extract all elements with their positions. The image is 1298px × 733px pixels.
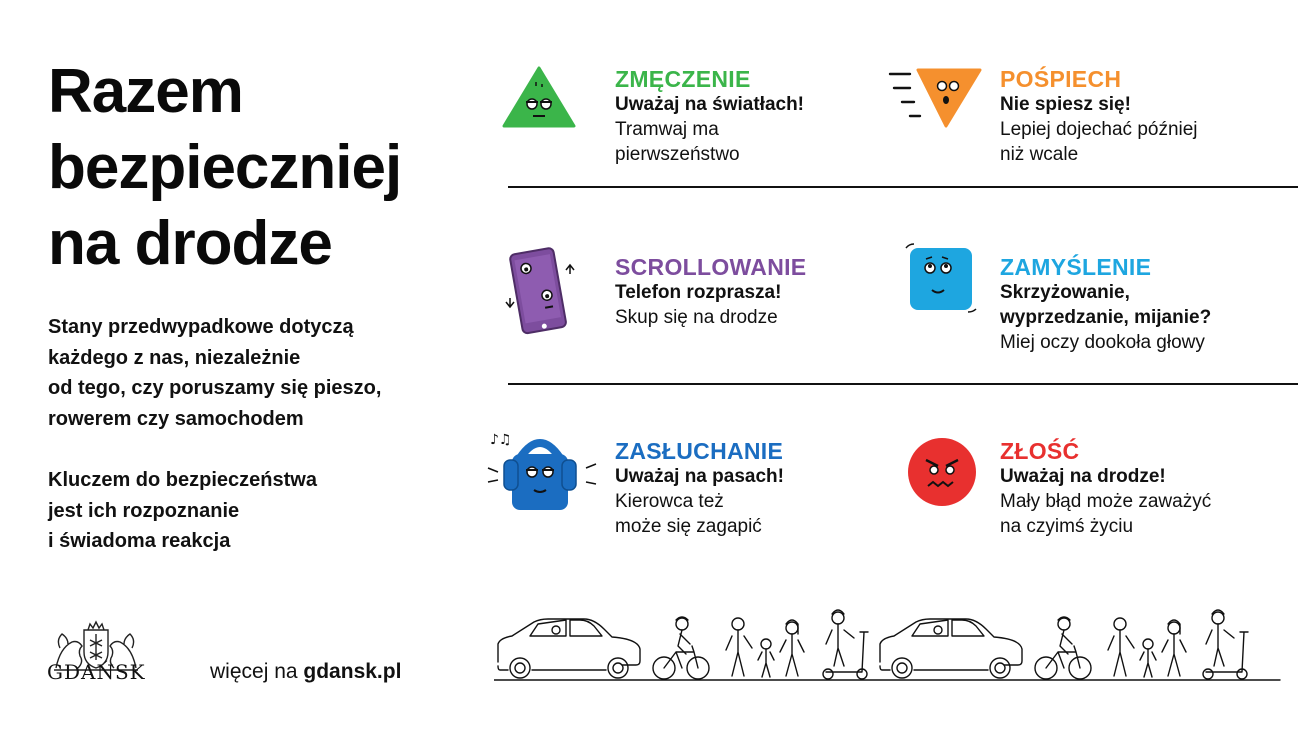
purple-phone-face-icon [502, 244, 582, 336]
card-pospiech [1000, 66, 1298, 167]
card-body-line: Skup się na drodze [615, 307, 778, 328]
card-body-line: Mały błąd może zaważyć [1000, 491, 1212, 512]
cyclist-icon [653, 617, 709, 679]
row-divider [508, 383, 1298, 385]
card-zlosc [1000, 438, 1298, 539]
card-body-line: pierwszeństwo [615, 144, 740, 165]
card-body-line: może się zagapić [615, 516, 762, 537]
car-icon [498, 619, 640, 678]
card-body-line: Miej oczy dookoła głowy [1000, 332, 1205, 353]
card-zamyslenie [1000, 254, 1298, 355]
title-line: bezpieczniej [48, 133, 402, 202]
intro-line: Stany przedwypadkowe dotyczą [48, 316, 354, 338]
card-category: POŚPIECH [1000, 66, 1122, 92]
card-category: SCROLLOWANIE [615, 254, 807, 280]
orange-triangle-rushing-face-icon [888, 62, 984, 130]
card-body-line: Lepiej dojechać później [1000, 119, 1198, 140]
key-message [48, 465, 468, 557]
card-category: ZMĘCZENIE [615, 66, 751, 92]
card-headline: Uważaj na światłach! [615, 94, 805, 115]
card-body-line: Kierowca też [615, 491, 724, 512]
intro-line: każdego z nas, niezależnie [48, 346, 301, 369]
card-body-line: na czyimś życiu [1000, 516, 1134, 537]
card-body-line: niż wcale [1000, 144, 1079, 165]
road-users-illustration [494, 604, 1284, 684]
card-body-line: Tramwaj ma [615, 119, 719, 140]
title-line: Razem [48, 57, 243, 126]
more-info [210, 660, 401, 684]
gdansk-logo-text: GDAŃSK [47, 660, 146, 684]
intro-text [48, 312, 468, 434]
card-body [1000, 117, 1298, 167]
card-body [615, 305, 915, 330]
intro-line: rowerem czy samochodem [48, 407, 304, 430]
website-link[interactable]: gdansk.pl [303, 660, 402, 683]
card-body [615, 117, 915, 167]
card-headline: Uważaj na pasach! [615, 466, 784, 487]
key-line: i świadoma reakcja [48, 530, 231, 552]
key-line: Kluczem do bezpieczeństwa [48, 469, 317, 491]
row-divider [508, 186, 1298, 188]
key-line: jest ich rozpoznanie [48, 499, 240, 522]
card-headline [1000, 280, 1298, 330]
red-circle-angry-face-icon [906, 436, 978, 508]
card-headline-line: wyprzedzanie, mijanie? [1000, 307, 1212, 328]
card-body [1000, 330, 1298, 355]
cyclist-icon [1035, 617, 1091, 679]
card-zmeczenie [615, 66, 915, 167]
pedestrians-icon [1108, 618, 1186, 677]
svg-text:♪♫: ♪♫ [490, 432, 512, 448]
page-title [48, 54, 488, 282]
scooter-rider-icon [1203, 610, 1248, 679]
card-headline-line: Skrzyżowanie, [1000, 282, 1130, 303]
blue-square-thinking-face-icon [902, 240, 982, 316]
headphones-face-icon [486, 428, 598, 516]
card-headline: Telefon rozprasza! [615, 282, 782, 303]
green-triangle-tired-face-icon [502, 66, 576, 128]
card-zasluchanie [615, 438, 915, 539]
title-line: na drodze [48, 209, 332, 278]
card-scrollowanie [615, 254, 915, 330]
scooter-rider-icon [823, 610, 868, 679]
more-prefix: więcej na [210, 660, 298, 683]
pedestrians-icon [726, 618, 804, 677]
car-icon [880, 619, 1022, 678]
card-headline: Nie spiesz się! [1000, 94, 1131, 115]
card-category: ZŁOŚĆ [1000, 438, 1080, 464]
card-headline: Uważaj na drodze! [1000, 466, 1166, 487]
intro-line: od tego, czy poruszamy się pieszo, [48, 377, 382, 399]
card-category: ZASŁUCHANIE [615, 438, 784, 464]
card-body [615, 489, 915, 539]
card-category: ZAMYŚLENIE [1000, 254, 1152, 280]
card-body [1000, 489, 1298, 539]
